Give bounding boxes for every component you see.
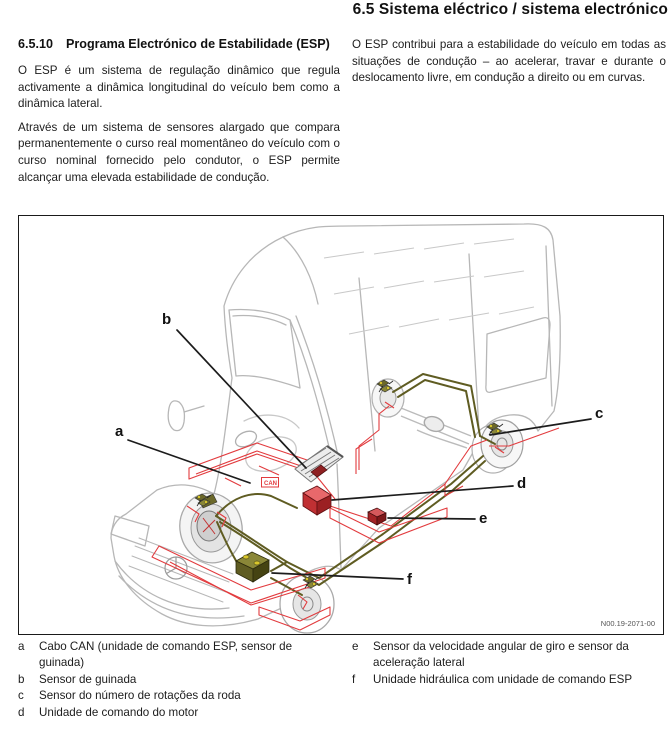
legend-text: Unidade hidráulica com unidade de comando ESP xyxy=(373,672,633,686)
paragraph: O ESP é um sistema de regulação dinâmico que regula activamente a dinâmica longitudinal do veículo bem como a dinâmica lateral. xyxy=(18,64,340,111)
legend-letter: a xyxy=(18,640,25,653)
legend-letter: b xyxy=(18,672,25,686)
engine-ecu xyxy=(303,486,331,515)
paragraph: Através de um sistema de sensores alargado que compara permanentemente o curso real momentâneo do veículo com o curso nominal fornecido pelo condutor, o ESP permite alcançar uma elevada estabilidade de condução. xyxy=(18,120,340,184)
legend-item-f xyxy=(352,672,671,688)
paragraph: O ESP contribui para a estabilidade do veículo em todas as situações de condução – ao acelerar, travar e durante o deslocamento livre, em condução a direito ou em curvas. xyxy=(352,38,666,85)
legend-text: Sensor de guinada xyxy=(39,672,137,686)
legend-item-a xyxy=(18,639,343,671)
callout-d: d xyxy=(517,475,527,492)
section-title: Programa Electrónico de Estabilidade (ESP) xyxy=(66,37,330,51)
section-heading xyxy=(18,36,340,52)
callout-a: a xyxy=(115,423,124,440)
esp-system-figure xyxy=(18,215,664,635)
legend-letter: c xyxy=(18,689,24,702)
legend-left-column xyxy=(18,639,343,721)
legend-text: Sensor da velocidade angular de giro e sensor da aceleração lateral xyxy=(373,640,629,669)
leader-e xyxy=(388,518,475,519)
van-wiring-illustration xyxy=(19,216,663,634)
figure-code: N00.19-2071-00 xyxy=(600,619,655,628)
legend-item-d xyxy=(18,705,343,721)
roof-ribs xyxy=(324,239,534,334)
section-number: 6.5.10 xyxy=(18,37,54,51)
legend-item-e xyxy=(352,639,671,671)
hydraulic-unit xyxy=(236,552,269,582)
legend-letter: d xyxy=(18,705,25,719)
figure-legend xyxy=(18,639,668,721)
callout-c: c xyxy=(595,405,604,422)
legend-text: Unidade de comando do motor xyxy=(39,705,199,719)
rear-left-wheel xyxy=(372,379,404,417)
legend-letter: f xyxy=(352,672,356,686)
page-header: 6.5 Sistema eléctrico / sistema electrónico xyxy=(352,1,668,18)
callout-f: f xyxy=(407,571,412,588)
can-tag xyxy=(262,478,279,488)
legend-text: Sensor do número de rotações da roda xyxy=(39,689,241,702)
left-column xyxy=(18,36,340,193)
can-tag-text: CAN xyxy=(264,481,277,487)
callout-e: e xyxy=(479,510,488,527)
legend-right-column xyxy=(352,639,671,721)
legend-text: Cabo CAN (unidade de comando ESP, sensor de guinada) xyxy=(39,640,293,669)
legend-letter: e xyxy=(352,640,359,653)
legend-item-b xyxy=(18,672,343,688)
angular-rate-sensor xyxy=(368,508,386,525)
legend-item-c xyxy=(18,688,343,704)
callout-b: b xyxy=(162,311,172,328)
rear-axle xyxy=(401,408,471,448)
right-column xyxy=(352,37,666,94)
